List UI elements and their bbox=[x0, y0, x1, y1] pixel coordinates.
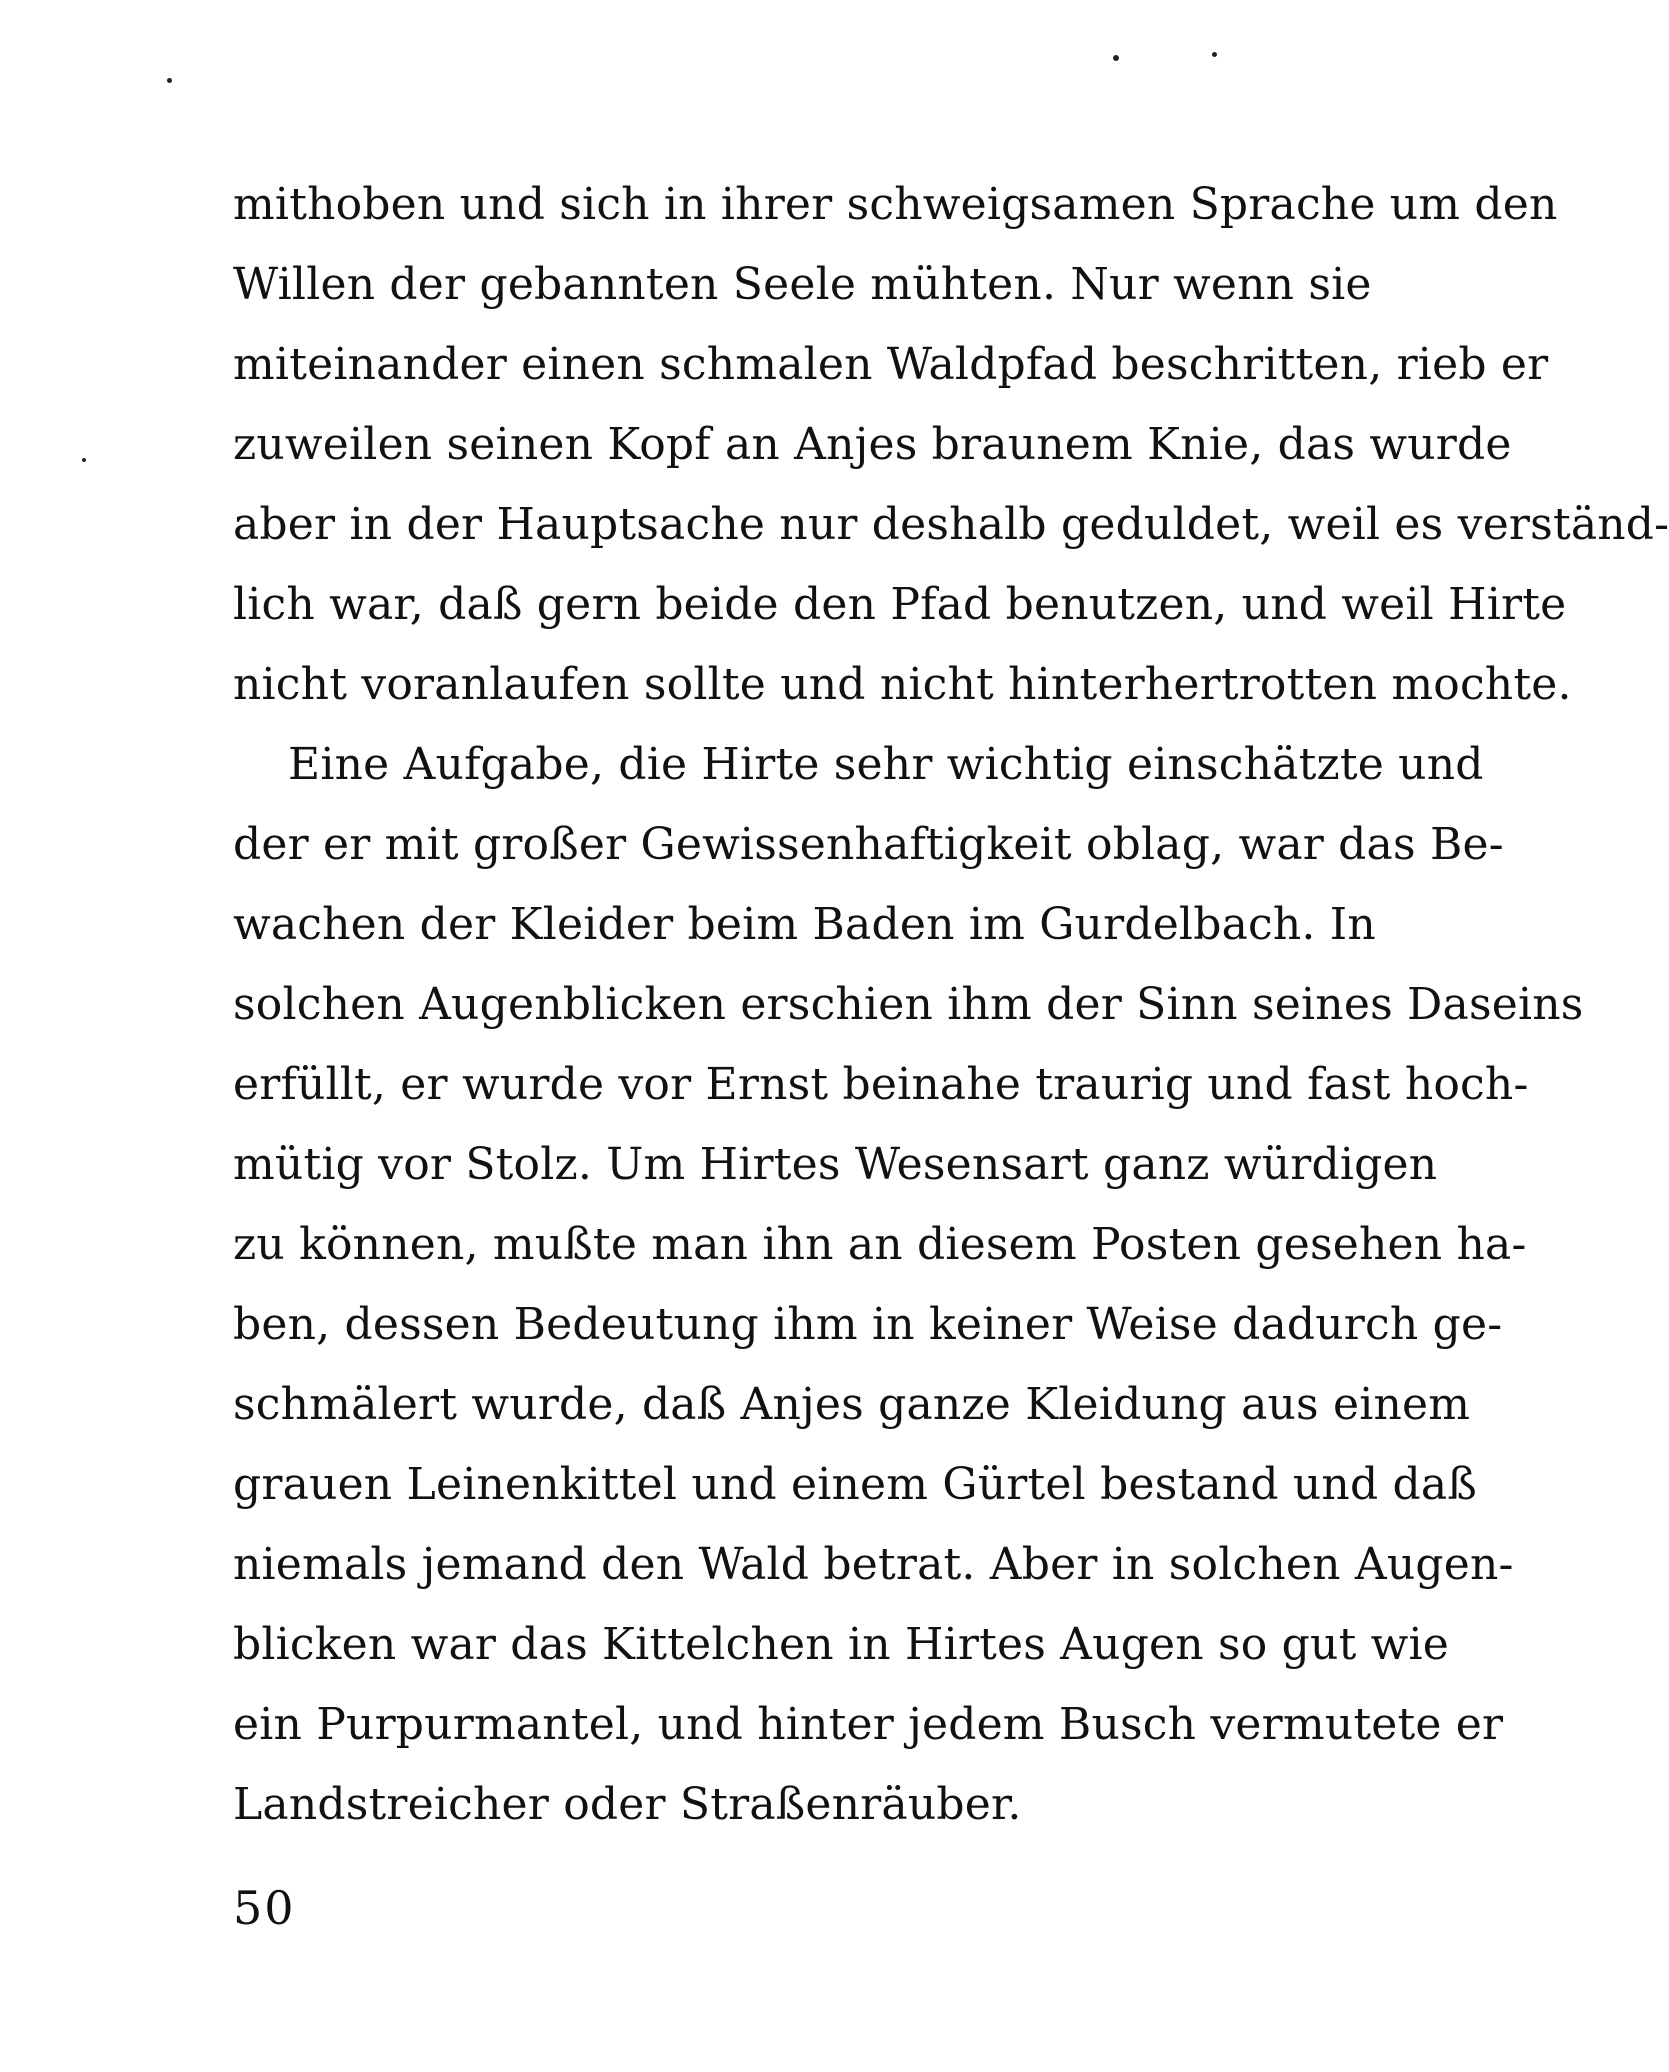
text-line: miteinander einen schmalen Waldpfad beschritten, rieb er bbox=[233, 339, 1549, 390]
print-speck bbox=[82, 458, 86, 462]
text-line: niemals jemand den Wald betrat. Aber in solchen Augen- bbox=[233, 1539, 1514, 1590]
text-line: blicken war das Kittelchen in Hirtes Augen so gut wie bbox=[233, 1619, 1450, 1670]
text-line: nicht voranlaufen sollte und nicht hinterhertrotten mochte. bbox=[233, 659, 1572, 710]
text-line: ein Purpurmantel, und hinter jedem Busch vermutete er bbox=[233, 1699, 1504, 1750]
text-line: mithoben und sich in ihrer schweigsamen Sprache um den bbox=[233, 179, 1558, 230]
text-line: mütig vor Stolz. Um Hirtes Wesensart ganz würdigen bbox=[233, 1139, 1438, 1190]
text-line: zu können, mußte man ihn an diesem Posten gesehen ha- bbox=[233, 1219, 1527, 1270]
text-line: wachen der Kleider beim Baden im Gurdelbach. In bbox=[233, 899, 1376, 950]
text-line: aber in der Hauptsache nur deshalb geduldet, weil es verständ- bbox=[233, 499, 1669, 550]
text-line: solchen Augenblicken erschien ihm der Sinn seines Daseins bbox=[233, 979, 1584, 1030]
text-line: lich war, daß gern beide den Pfad benutzen, und weil Hirte bbox=[233, 579, 1567, 630]
body-text bbox=[233, 165, 1669, 1845]
text-line: der er mit großer Gewissenhaftigkeit oblag, war das Be- bbox=[233, 819, 1504, 870]
text-line: zuweilen seinen Kopf an Anjes braunem Knie, das wurde bbox=[233, 419, 1512, 470]
text-line: erfüllt, er wurde vor Ernst beinahe traurig und fast hoch- bbox=[233, 1059, 1529, 1110]
text-line: schmälert wurde, daß Anjes ganze Kleidung aus einem bbox=[233, 1379, 1471, 1430]
text-line: Eine Aufgabe, die Hirte sehr wichtig einschätzte und bbox=[288, 739, 1484, 790]
text-line: Landstreicher oder Straßenräuber. bbox=[233, 1779, 1022, 1830]
print-speck bbox=[1212, 52, 1217, 57]
print-speck bbox=[167, 78, 172, 83]
text-line: Willen der gebannten Seele mühten. Nur wenn sie bbox=[233, 259, 1372, 310]
print-speck bbox=[1113, 55, 1119, 61]
text-line: ben, dessen Bedeutung ihm in keiner Weise dadurch ge- bbox=[233, 1299, 1503, 1350]
page-number: 50 bbox=[233, 1881, 296, 1935]
text-line: grauen Leinenkittel und einem Gürtel bestand und daß bbox=[233, 1459, 1477, 1510]
